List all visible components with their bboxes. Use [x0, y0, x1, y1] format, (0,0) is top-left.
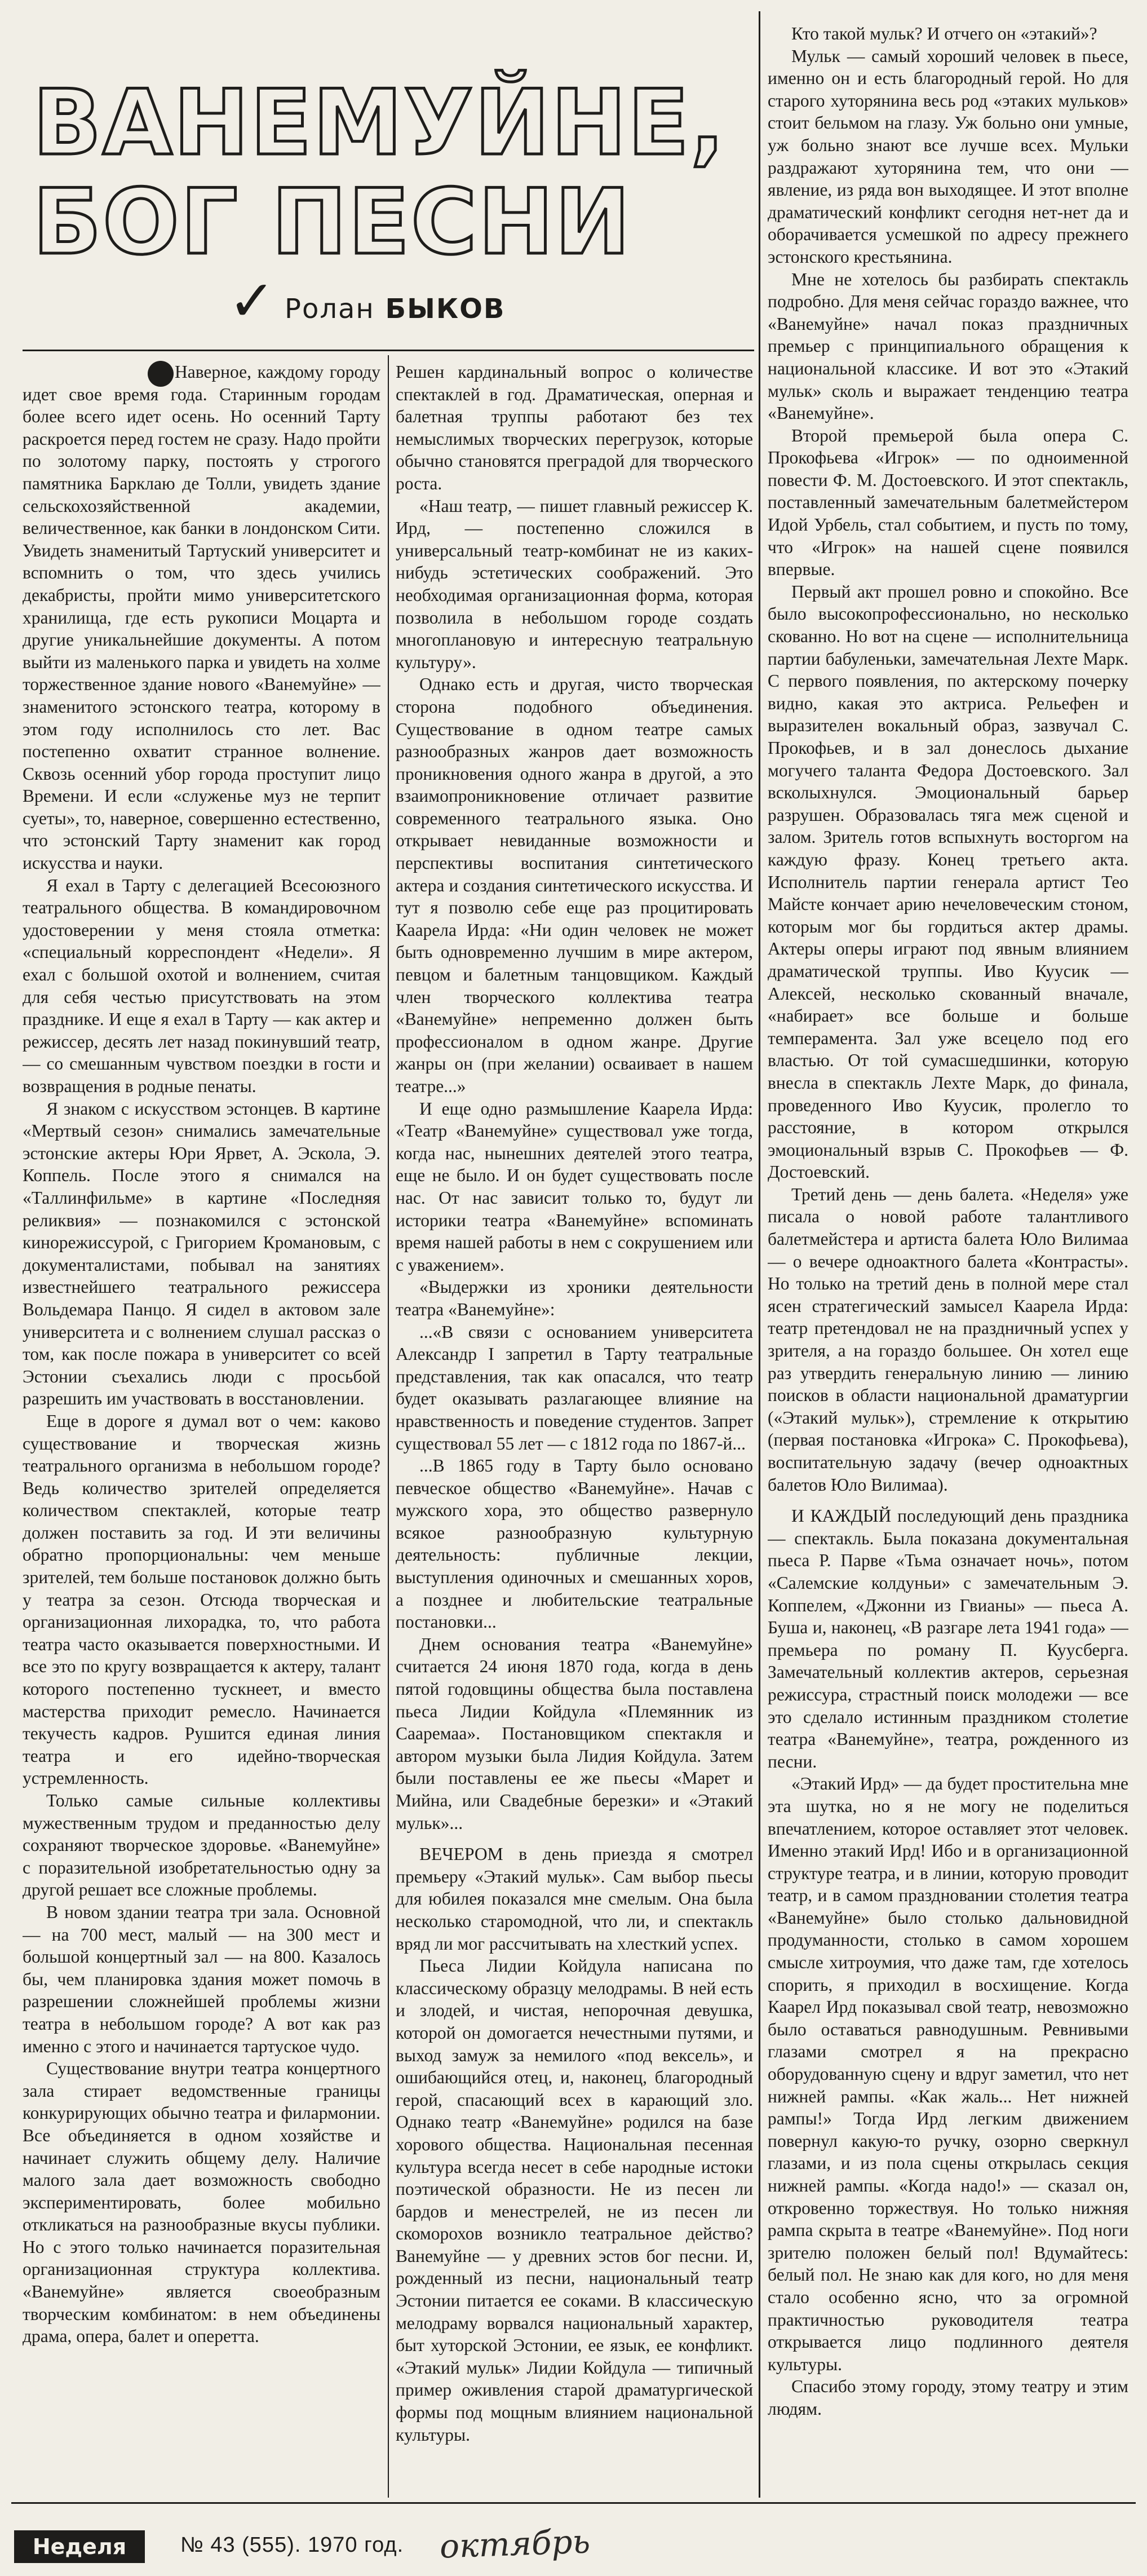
paragraph: Третий день — день балета. «Неделя» уже писала о новой работе талантливого балетмейстера и артиста балета Юло Вилимаа — о вечере одноактного балета «Контрасты». Но только на третий день в полной мере стал ясен стратегический замысел Каарела Ирда: театр претендовал не на праздничный успех у зрителя, а на гораздо большее. Он хотел еще раз утвердить генеральную линию — линию поисков в области национальной драматургии («Этакий мульк»), стремление к открытию (первая постановка «Игрока» С. Прокофьева), воспитательную задачу (вечер одноактных балетов Юло Вилимаа).	[768, 1184, 1128, 1495]
paragraph: Я знаком с искусством эстонцев. В картине «Мертвый сезон» снимались замечательные эстонские актеры Юри Ярвет, А. Эскола, Э. Коппель. После этого я снимался на «Таллинфильме» в картине «Последняя реликвия» — познакомился с эстонской кинорежиссурой, с Григорием Кромановым, с документалистами, побывал на занятиях известнейшего театрального режиссера Вольдемара Панцо. Я сидел в актовом зале университета и с волнением слушал рассказ о том, как после пожара в университет со всей Эстонии съехались люди с просьбой разрешить им участвовать в восстановлении.	[23, 1098, 380, 1409]
author-first-name: Ролан	[285, 293, 375, 325]
title-underline-divider	[23, 350, 754, 351]
chronicle-entry: ...В 1865 году в Тарту было основано певческое общество «Ванемуйне». Начав с мужского хора, это общество развернуло всякое разнообразную культурную деятельность: публичные лекции, выступления одиночных и смешанных хоров, а позднее и любительские театральные постановки...	[396, 1456, 753, 1632]
paragraph: Я ехал в Тарту с делегацией Всесоюзного театрального общества. В командировочном удостоверении у меня стояла отметка: «специальный корреспондент «Недели». Я ехал с большой охотой и волнением, считая для себя честью присутствовать на этом празднике. И еще я ехал в Тарту — как актер и режиссер, десять лет назад покинувший театр, — со смешанным чувством поездки в гости и возвращения в родные пенаты.	[23, 875, 380, 1096]
paragraph: Существование внутри театра концертного зала стирает ведомственные границы конкурирующих обычно театра и филармонии. Все объединяется в одном хозяйстве и начинает служить общему делу. Наличие малого зала дает возможность свободно экспериментировать, более мобильно откликаться на разнообразные вкусы публики. Но с этого только начинается поразительная организационная структура коллектива. «Ванемуйне» является своеобразным творческим комбинатом: в нем объединены драма, опера, балет и оперетта.	[23, 2058, 380, 2347]
pencil-checkmark-icon: ✓	[228, 268, 276, 334]
section-lead-paragraph: ВЕЧЕРОМ в день приезда я смотрел премьеру «Этакий мульк». Сам выбор пьесы для юбилея показался мне смелым. Она была несколько старомодной, что ли, и спектакль вряд ли мог рассчитывать на хлесткий успех.	[396, 1844, 753, 1954]
paragraph: В новом здании театра три зала. Основной — на 700 мест, малый — на 300 мест и большой концертный зал — на 800. Казалось бы, чем планировка здания может помочь в разрешении сложнейшей проблемы жизни театра в небольшом городе? А вот как раз именно с этого и начинается тартуское чудо.	[23, 1902, 380, 2056]
paragraph: Первый акт прошел ровно и спокойно. Все было высокопрофессионально, но несколько скованно. Но вот на сцене — исполнительница партии бабуленьки, замечательная Лехте Марк. С первого появления, по актерскому почерку видно, какая это актриса. Рельефен и выразителен вокальный образ, зазвучал С. Прокофьев, и в зал донеслось дыхание могучего таланта Федора Достоевского. Зал всколыхнулся. Эмоциональный барьер разрушен. Образовалась тяга меж сценой и залом. Зритель готов вспыхнуть восторгом на каждую фразу. Конец третьего акта. Исполнитель партии генерала артист Тео Майсте кончает арию нечеловеческим стоном, которым мог бы гордиться актер драмы. Актеры оперы играют под явным влиянием драматической труппы. Иво Куусик — Алексей, несколько скованный вначале, «набирает» все больше и больше темперамента. Зал уже всецело под его властью. От той сумасшедшинки, которую внесла в спектакль Лехте Марк, до финала, проведенного Иво Куусик, пролегло то расстояние, в котором открылся эмоциональный взрыв С. Прокофьев — Ф. Достоевский.	[768, 581, 1128, 1182]
chronicle-entry: ...«В связи с основанием университета Александр I запретил в Тарту театральные представления, так как опасался, что театр будет оказывать разлагающее влияние на нравственность и поведение студентов. Запрет существовал 55 лет — с 1812 года по 1867-й...	[396, 1322, 753, 1453]
byline	[285, 293, 505, 325]
handwritten-note: октябрь	[439, 2522, 591, 2566]
paragraph: Мульк — самый хороший человек в пьесе, именно он и есть благородный герой. Но для старого хуторянина весь род «этаких мульков» стоит бельмом на глазу. Уж больно они умные, уж больно знают все лучше всех. Мульки раздражают хуторянина тем, что они — явление, из ряда вон выходящее. И этот вполне драматический конфликт сегодня нет-нет да и оборачивается усмешкой по адресу прежнего эстонского крестьянина.	[768, 46, 1128, 267]
section-lead-paragraph: И КАЖДЫЙ последующий день праздника — спектакль. Была показана документальная пьеса Р. Парве «Тьма означает ночь», потом «Салемские колдуньи» с замечательным Э. Коппелем, «Джонни из Гвианы» — пьеса А. Буша и, наконец, «В разгаре лета 1941 года» — премьера по роману П. Куусберга. Замечательный коллектив актеров, серьезная режиссура, страстный поиск молодежи — все это сделало истинным праздником столетие театра «Ванемуйне», театра, рожденного из песни.	[768, 1506, 1128, 1771]
issue-number: № 43 (555). 1970 год.	[180, 2533, 404, 2557]
author-last-name: БЫКОВ	[385, 293, 506, 325]
paragraph: Кто такой мульк? И отчего он «этакий»?	[791, 24, 1097, 43]
column-divider	[388, 355, 389, 2498]
column-3	[768, 23, 1128, 2503]
paragraph: Пьеса Лидии Койдула написана по классическому образцу мелодрамы. В ней есть и злодей, и чистая, непорочная девушка, которой он домогается нечестными путями, и выход замуж за немилого «под вексель», и ошибающийся отец, и, наконец, благородный герой, спасающий всех в карающий зло. Однако театр «Ванемуйне» родился на базе хорового общества. Национальная песенная культура всегда несет в себе народные истоки поэтической образности. Не из песен ли бардов и менестрелей, не из песен ли скоморохов возникло театральное действо? Ванемуйне — у древних эстов бог песни. И, рожденный из песни, национальный театр Эстонии питается ее соками. В классическую мелодраму ворвался национальный характер, быт хуторской Эстонии, ее язык, ее конфликт. «Этакий мульк» Лидии Койдула — типичный пример оживления старой драматургической формы под мощным влиянием национальной культуры.	[396, 1956, 753, 2445]
paragraph: Мне не хотелось бы разбирать спектакль подробно. Для меня сейчас гораздо важнее, что «Ванемуйне» начал показ праздничных премьер с принципиального обращения к национальной классике. И вот это «Этакий мульк» сколь и выражает тенденцию театра «Ванемуйне».	[768, 269, 1128, 423]
chronicle-entry: Днем основания театра «Ванемуйне» считается 24 июня 1870 года, когда в день пятой годовщины общества была поставлена пьеса Лидии Койдула «Племянник из Сааремаа». Постановщиком спектакля и автором музыки была Лидия Койдула. Затем были поставлены ее же пьесы «Марет и Мийна, или Свадебные березки» и «Этакий мульк»...	[396, 1634, 753, 1833]
closing-paragraph: Спасибо этому городу, этому театру и этим людям.	[768, 2376, 1128, 2419]
chronicle-heading: «Выдержки из хроники деятельности театра «Ванемуйне»:	[396, 1277, 753, 1319]
footer-divider	[11, 2502, 1136, 2504]
newspaper-masthead: Неделя	[14, 2530, 145, 2563]
title-line-2: БОГ ПЕСНИ	[33, 169, 632, 275]
column-divider	[759, 11, 760, 2498]
paragraph: Только самые сильные коллективы мужественным трудом и преданностью делу сохраняют творческое здоровье. «Ванемуйне» с поразительной изобретательностью одну за другой решает все сложные проблемы.	[23, 1791, 380, 1900]
paragraph: Второй премьерой была опера С. Прокофьева «Игрок» — по одноименной повести Ф. М. Достоевского. И этот спектакль, поставленный замечательным балетмейстером Идой Урбель, стал событием, и пусть по тому, что «Игрок» на нашей сцене появился впервые.	[768, 425, 1128, 580]
column-1	[23, 355, 380, 2503]
article-title	[33, 70, 760, 275]
title-line-1: ВАНЕМУЙНЕ,	[33, 70, 726, 175]
paragraph: Решен кардинальный вопрос о количестве спектаклей в год. Драматическая, оперная и балетная труппы работают без тех немыслимых творческих перегрузок, которые обычно становятся преградой для творческого роста.	[396, 362, 753, 493]
paragraph: Наверное, каждому городу идет свое время года. Старинным городам более всего идет осень. Но осенний Тарту раскроется перед гостем не сразу. Надо пройти по золотому парку, постоять у строгого памятника Барклаю де Толли, увидеть здание сельскохозяйственной академии, величественное, как банки в лондонском Сити. Увидеть знаменитый Тартуский университет и вспомнить о том, что здесь учились декабристы, пройти мимо университетского хранилища, где есть рукописи Моцарта и другие уникальнейшие документы. А потом выйти из маленького парка и увидеть на холме торжественное здание нового «Ванемуйне» — знаменитого эстонского театра, которому в этом году исполнилось сто лет. Вас постепенно охватит странное волнение. Сквозь осенний убор города проступит лицо Времени. И если «служенье муз не терпит суеты», то, наверное, совершенно естественно, что эстонский Тарту знаменит как город искусства и науки.	[23, 362, 380, 873]
column-2	[396, 355, 753, 2503]
quote-paragraph: «Наш театр, — пишет главный режиссер К. Ирд, — постепенно сложился в универсальный театр-комбинат не из каких-нибудь эстетических соображений. Это необходимая организационная форма, которая позволила в небольшом городе создать многоплановую и интересную театральную культуру».	[396, 496, 753, 672]
paragraph: Однако есть и другая, чисто творческая сторона подобного объединения. Существование в одном театре самых разнообразных жанров дает возможность проникновения одного жанра в другой, а это взаимопроникновение отличает развитие современного театрального языка. Оно открывает невиданные возможности и перспективы воспитания синтетического актера и создания синтетического искусства. И тут я позволю себе еще раз процитировать Каарела Ирда: «Ни один человек не может быть одновременно лучшим в мире актером, певцом и балетным танцовщиком. Каждый член творческого коллектива театра «Ванемуйне» непременно должен быть профессионалом в одном жанре. Другие жанры он (при желании) осваивает в нашем театре...»	[396, 674, 753, 1096]
paragraph: «Этакий Ирд» — да будет простительна мне эта шутка, но я не могу не поделиться впечатлением, которое оставляет этот человек. Именно этакий Ирд! Ибо и в организационной структуре театра, и в линии, которую проводит театр, и в самом праздновании столетия театра «Ванемуйне» было столько дальновидной продуманности, столько в самом хорошем смысле хитроумия, что даже там, где хотелось спорить, я приходил в восхищение. Когда Каарел Ирд показывал свой театр, невозможно было оставаться равнодушным. Ревнивыми глазами смотрел я на прекрасно оборудованную сцену и вдруг заметил, что нет нижней рампы. «Как жаль... Нет нижней рампы!» Тогда Ирд легким движением повернул какую-то ручку, озорно сверкнул глазами, и из пола сцены открылась секция нижней рампы. «Когда надо!» — сказал он, откровенно торжествуя. Но только нижняя рампа скрыта в театре «Ванемуйне». Под ноги зрителю положен белый пол! Вдумайтесь: белый пол. Не знаю как для кого, но для меня стало особенно ясно, что за огромной практичностью руководителя театра открывается лицо подлинного деятеля культуры.	[768, 1774, 1128, 2374]
paragraph: Еще в дороге я думал вот о чем: каково существование и творческая жизнь театрального организма в небольшом городе? Ведь количество зрителей определяется количеством спектаклей, которые театр должен поставить за год. И эти величины обратно пропорциональны: чем меньше зрителей, тем больше постановок должно быть у театра за сезон. Отсюда творческая и организационная лихорадка, то, что работа театра часто оказывается поверхностными. И все это по кругу возвращается к актеру, талант которого постепенно тускнеет, и вместо мастерства приходит ремесло. Начинается текучесть кадров. Рушится единая линия театра и его идейно-творческая устремленность.	[23, 1411, 380, 1788]
paragraph: И еще одно размышление Каарела Ирда: «Театр «Ванемуйне» существовал уже тогда, когда нас, нынешних деятелей этого театра, еще не было. И он будет существовать после нас. От нас зависит только то, будут ли историки театра «Ванемуйне» вспоминать время нашей работы в нем с сокрушением или с уважением».	[396, 1098, 753, 1275]
